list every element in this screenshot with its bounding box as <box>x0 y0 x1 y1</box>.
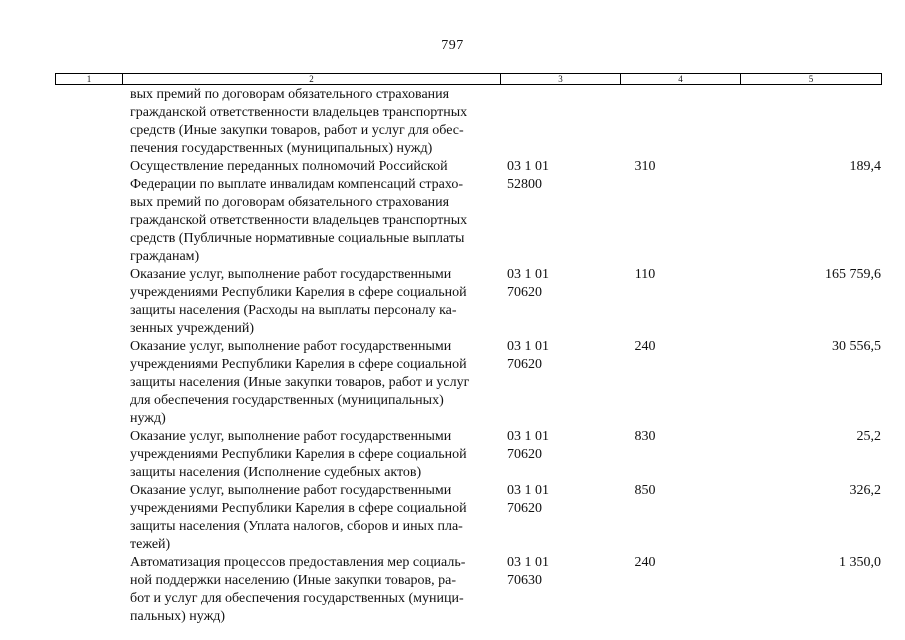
description-line: ной поддержки населению (Иные закупки товаров, ра- <box>130 573 457 588</box>
description-line: защиты населения (Иные закупки товаров, работ и услуг <box>130 375 470 390</box>
table-row <box>0 158 905 266</box>
table-row <box>0 266 905 338</box>
header-col-4: 4 <box>621 74 741 84</box>
table-header <box>55 73 882 85</box>
description-line: Оказание услуг, выполнение работ государственными <box>130 483 452 498</box>
header-col-5: 5 <box>808 74 814 84</box>
row-index-cell <box>0 338 128 428</box>
row-description <box>128 86 498 158</box>
row-expense-type: 240 <box>634 339 656 354</box>
row-expense-type: 240 <box>634 555 656 570</box>
row-index-cell <box>0 158 128 266</box>
description-line: Оказание услуг, выполнение работ государственными <box>130 339 452 354</box>
page-number: 797 <box>441 38 464 53</box>
row-description <box>128 266 498 338</box>
description-line: учреждениями Республики Карелия в сфере социальной <box>130 501 467 516</box>
description-line: Осуществление переданных полномочий Российской <box>130 159 448 174</box>
description-line: учреждениями Республики Карелия в сфере социальной <box>130 357 467 372</box>
row-expense-type: 830 <box>634 429 656 444</box>
row-index-cell <box>0 266 128 338</box>
description-line: защиты населения (Уплата налогов, сборов и иных пла- <box>130 519 463 534</box>
row-description <box>128 554 498 626</box>
row-index-cell <box>0 428 128 482</box>
row-amount: 326,2 <box>849 483 881 498</box>
description-line: зенных учреждений) <box>130 321 255 336</box>
row-amount: 1 350,0 <box>839 555 881 570</box>
header-col-2: 2 <box>123 74 501 84</box>
description-line: нужд) <box>130 411 166 426</box>
row-index-cell <box>0 86 128 158</box>
header-col-1: 1 <box>56 74 123 84</box>
description-line: вых премий по договорам обязательного страхования <box>130 195 450 210</box>
table-row <box>0 428 905 482</box>
description-line: Оказание услуг, выполнение работ государственными <box>130 429 452 444</box>
row-amount: 165 759,6 <box>825 267 881 282</box>
row-description <box>128 158 498 266</box>
description-line: тежей) <box>130 537 171 552</box>
description-line: вых премий по договорам обязательного страхования <box>130 87 450 102</box>
row-expense-type: 310 <box>634 159 656 174</box>
row-expense-type: 850 <box>634 483 656 498</box>
row-code <box>498 86 585 158</box>
row-index-cell <box>0 482 128 554</box>
table-row <box>0 554 905 626</box>
header-col-3: 3 <box>501 74 621 84</box>
description-line: гражданской ответственности владельцев транспортных <box>130 213 468 228</box>
row-description <box>128 428 498 482</box>
description-line: для обеспечения государственных (муниципальных) <box>130 393 444 408</box>
row-description <box>128 482 498 554</box>
description-line: Автоматизация процессов предоставления мер социаль- <box>130 555 466 570</box>
description-line: пальных) нужд) <box>130 609 226 624</box>
row-code: 03 1 01 70620 <box>507 339 549 372</box>
description-line: гражданской ответственности владельцев транспортных <box>130 105 468 120</box>
description-line: средств (Публичные нормативные социальные выплаты <box>130 231 465 246</box>
row-index-cell <box>0 554 128 626</box>
row-amount: 30 556,5 <box>832 339 881 354</box>
description-line: учреждениями Республики Карелия в сфере социальной <box>130 447 467 462</box>
table-body <box>0 86 905 626</box>
row-amount: 25,2 <box>856 429 881 444</box>
row-code: 03 1 01 52800 <box>507 159 549 192</box>
row-code: 03 1 01 70620 <box>507 429 549 462</box>
description-line: защиты населения (Расходы на выплаты персоналу ка- <box>130 303 457 318</box>
row-code: 03 1 01 70620 <box>507 267 549 300</box>
description-line: учреждениями Республики Карелия в сфере социальной <box>130 285 467 300</box>
description-line: Оказание услуг, выполнение работ государственными <box>130 267 452 282</box>
row-expense-type: 110 <box>634 267 656 282</box>
row-description <box>128 338 498 428</box>
table-row <box>0 86 905 158</box>
row-amount <box>705 86 881 158</box>
description-line: средств (Иные закупки товаров, работ и услуг для обес- <box>130 123 464 138</box>
row-code: 03 1 01 70630 <box>507 555 549 588</box>
description-line: Федерации по выплате инвалидам компенсаций страхо- <box>130 177 464 192</box>
description-line: печения государственных (муниципальных) нужд) <box>130 141 433 156</box>
description-line: гражданам) <box>130 249 200 264</box>
row-amount: 189,4 <box>849 159 881 174</box>
description-line: защиты населения (Исполнение судебных актов) <box>130 465 422 480</box>
description-line: бот и услуг для обеспечения государственных (муници- <box>130 591 464 606</box>
table-row <box>0 482 905 554</box>
table-row <box>0 338 905 428</box>
row-expense-type <box>585 86 705 158</box>
row-code: 03 1 01 70620 <box>507 483 549 516</box>
